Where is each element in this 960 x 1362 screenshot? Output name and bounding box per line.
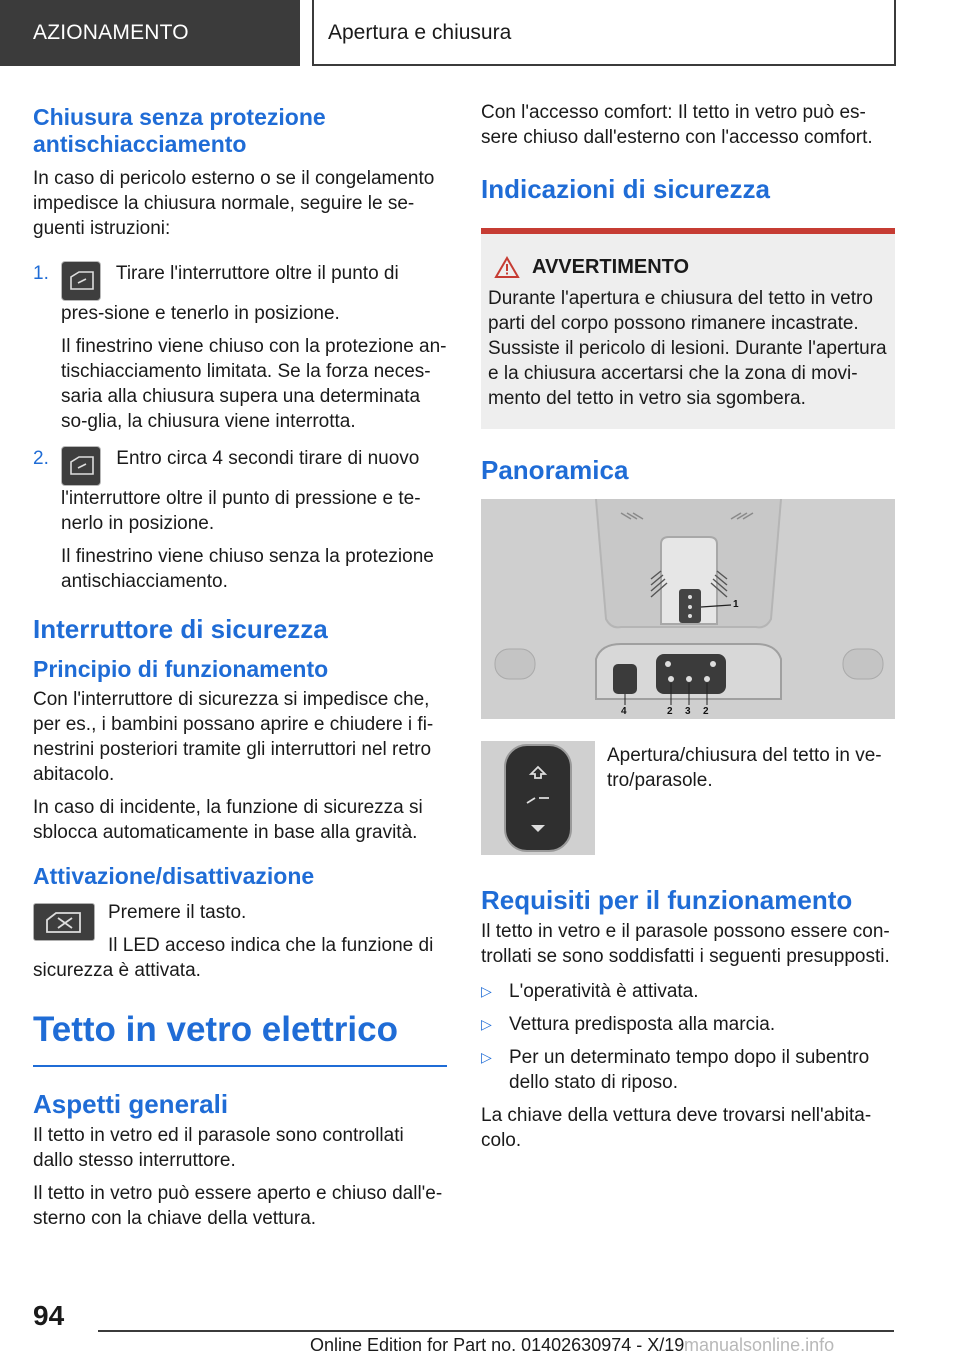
chapter-title: Apertura e chiusura	[312, 0, 896, 66]
heading-requisiti: Requisiti per il funzionamento	[481, 885, 853, 915]
heading-tetto: Tetto in vetro elettrico	[33, 1009, 447, 1067]
step-2	[33, 446, 447, 594]
edition-note: Online Edition for Part no. 01402630974 - X/19	[310, 1335, 685, 1355]
left-column	[33, 100, 447, 1239]
paragraph-attivazione-1: Premere il tasto.	[108, 902, 247, 923]
step-text: Entro circa 4 secondi tirare di nuovo l'interruttore oltre il punto di pressione e te-nerlo in posizione.	[61, 448, 421, 534]
right-column	[481, 100, 895, 1161]
heading-chiusura: Chiusura senza protezione antischiacciamento	[33, 104, 326, 157]
callout-label: 4	[621, 706, 627, 717]
heading-attivazione: Attivazione/disattivazione	[33, 863, 315, 889]
window-switch-icon	[61, 446, 101, 486]
page-number: 94	[33, 1300, 65, 1331]
paragraph-chiusura: In caso di pericolo esterno o se il congelamento impedisce la chiusura normale, seguire le se-guenti istruzioni:	[33, 168, 435, 239]
warning-text: Durante l'apertura e chiusura del tetto in vetro parti del corpo possono rimanere incastrate. Sussiste il pericolo di lesioni. Durante l'apertura e la chiusura accertarsi che la zona di movi-mento del tetto in vetro sia sgombera.	[488, 288, 887, 409]
triangle-bullet-icon: ▷	[481, 1016, 492, 1032]
list-item: ▷ L'operatività è attivata.	[481, 981, 699, 1002]
step-number: 2.	[33, 448, 49, 469]
callout-label: 2	[667, 706, 673, 717]
footer-divider	[98, 1330, 894, 1332]
heading-interruttore: Interruttore di sicurezza	[33, 614, 328, 644]
callout-label: 2	[703, 706, 709, 717]
paragraph-principio-2: In caso di incidente, la funzione di sicurezza si sblocca automaticamente in base alla gravità.	[33, 797, 423, 843]
roof-overview-image	[481, 499, 895, 719]
section-tab: AZIONAMENTO	[0, 0, 300, 66]
watermark: manualsonline.info	[684, 1335, 835, 1355]
attivazione-block	[33, 900, 447, 983]
roof-switch-image	[481, 741, 595, 855]
step-detail: Il finestrino viene chiuso con la protezione an-tischiacciamento limitata. Se la forza neces-saria alla chiusura supera una determinata so-glia, la chiusura viene interrotta.	[61, 336, 447, 432]
callout-label: 3	[685, 706, 691, 717]
heading-panoramica: Panoramica	[481, 455, 629, 485]
list-item: ▷ Vettura predisposta alla marcia.	[481, 1014, 776, 1035]
heading-aspetti: Aspetti generali	[33, 1089, 229, 1119]
triangle-bullet-icon: ▷	[481, 983, 492, 999]
heading-principio: Principio di funzionamento	[33, 656, 329, 682]
list-item: ▷ Per un determinato tempo dopo il subentro dello stato di riposo.	[481, 1047, 870, 1093]
paragraph-attivazione-2: Il LED acceso indica che la funzione di sicurezza è attivata.	[33, 935, 434, 981]
triangle-bullet-icon: ▷	[481, 1049, 492, 1065]
paragraph-requisiti: Il tetto in vetro e il parasole possono essere con-trollati se sono soddisfatti i seguenti presupposti.	[481, 921, 890, 967]
step-1	[33, 261, 447, 434]
warning-title: AVVERTIMENTO	[488, 254, 887, 280]
heading-sicurezza: Indicazioni di sicurezza	[481, 174, 770, 204]
paragraph-aspetti-1: Il tetto in vetro ed il parasole sono controllati dallo stesso interruttore.	[33, 1125, 404, 1171]
page-header	[0, 0, 960, 66]
paragraph-comfort: Con l'accesso comfort: Il tetto in vetro può es-sere chiuso dall'esterno con l'accesso comfort.	[481, 102, 873, 148]
step-number: 1.	[33, 263, 49, 284]
child-lock-button-icon	[33, 903, 95, 941]
window-switch-icon	[61, 261, 101, 301]
warning-triangle-icon	[494, 256, 520, 279]
step-text: Tirare l'interruttore oltre il punto di pres-sione e tenerlo in posizione.	[61, 263, 399, 324]
warning-box	[481, 228, 895, 429]
callout-label: 1	[733, 599, 739, 610]
step-detail: Il finestrino viene chiuso senza la protezione antischiacciamento.	[61, 546, 434, 592]
roof-switch-caption: Apertura/chiusura del tetto in ve-tro/parasole.	[607, 745, 882, 791]
paragraph-aspetti-2: Il tetto in vetro può essere aperto e chiuso dall'e-sterno con la chiave della vettura.	[33, 1183, 443, 1229]
roof-switch-block	[481, 741, 895, 857]
paragraph-chiave: La chiave della vettura deve trovarsi nell'abita-colo.	[481, 1105, 872, 1151]
paragraph-principio-1: Con l'interruttore di sicurezza si impedisce che, per es., i bambini possano aprire e chiudere i fi-nestrini posteriori tramite gli interruttori nel retro abitacolo.	[33, 689, 434, 785]
